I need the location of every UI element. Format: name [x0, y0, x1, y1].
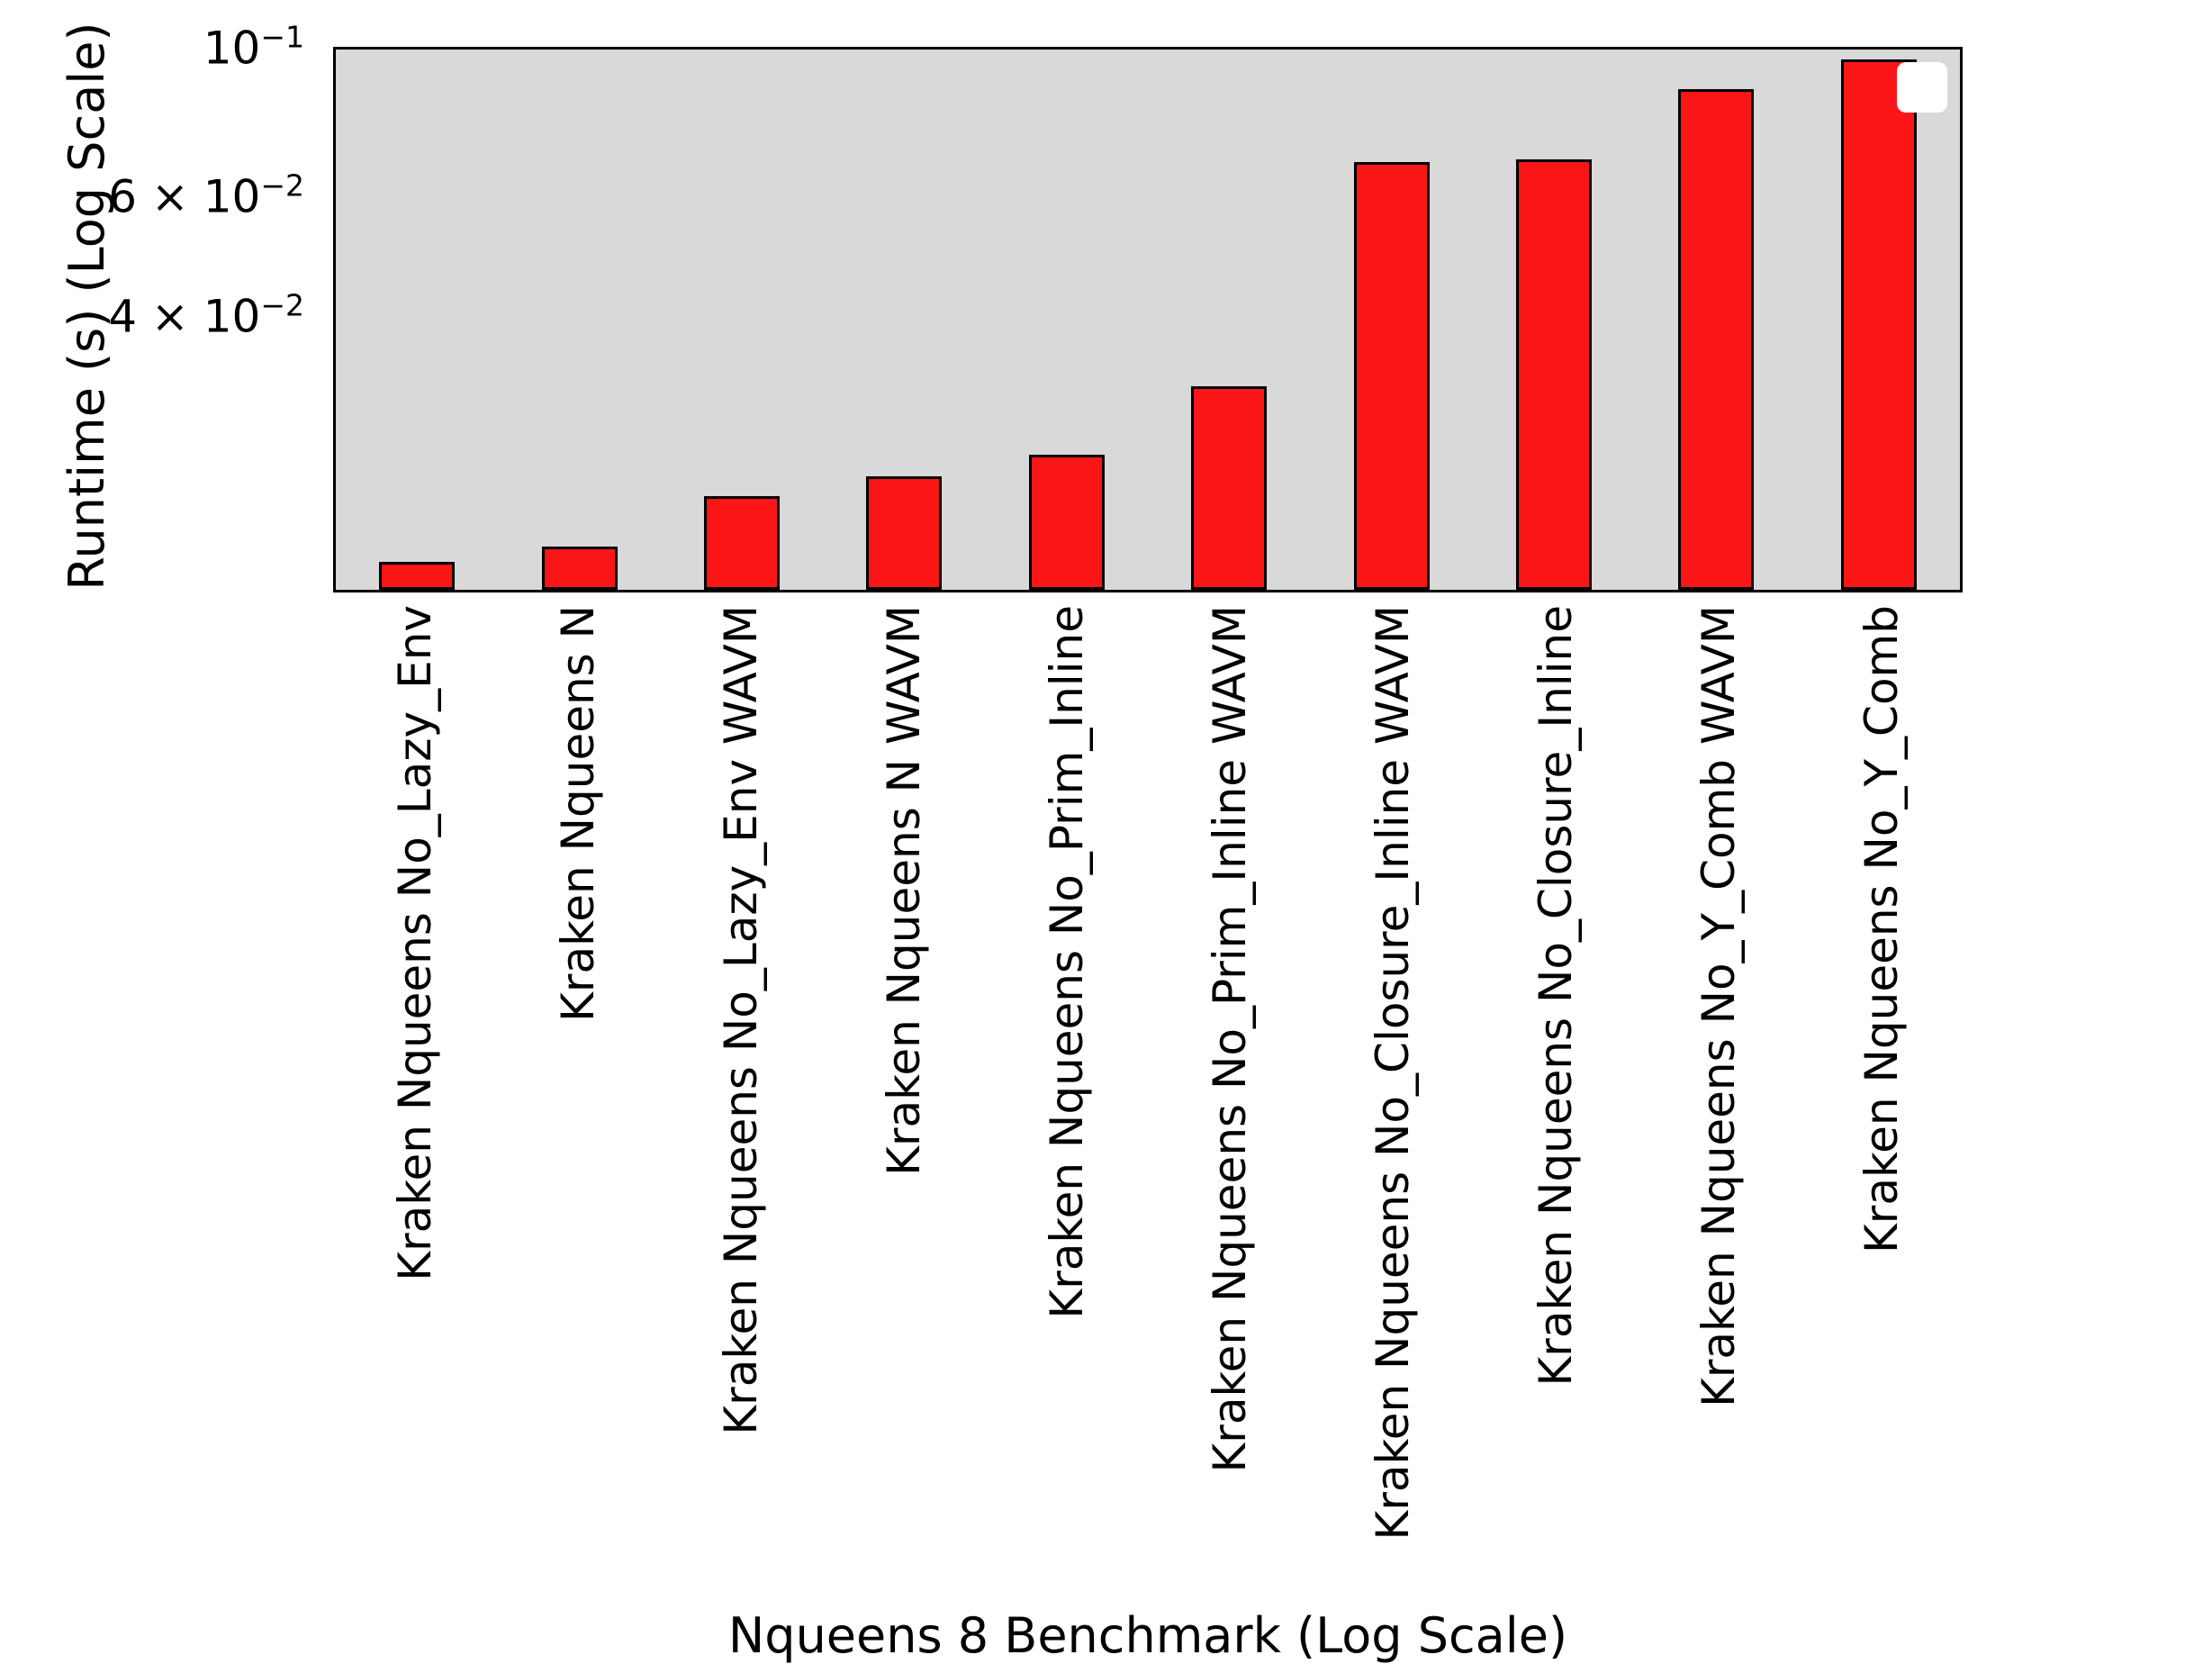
y-tick-label: $6 \times 10^{-2}$ [108, 167, 304, 223]
y-axis-label: Runtime (s) (Log Scale) [59, 22, 115, 591]
bar [704, 496, 780, 590]
x-tick-label: Kraken Nqueens No_Prim_Inline WAVM [1203, 605, 1256, 1473]
bar [1678, 89, 1754, 590]
x-tick-label: Kraken Nqueens No_Closure_Inline WAVM [1366, 605, 1419, 1541]
x-tick-label: Kraken Nqueens No_Y_Comb [1855, 605, 1908, 1253]
bar [866, 476, 942, 590]
legend-box [1897, 62, 1947, 113]
y-tick-label: $10^{-1}$ [203, 19, 304, 75]
bar [1191, 386, 1267, 590]
x-tick-label: Kraken Nqueens N [551, 605, 604, 1022]
x-tick-label: Kraken Nqueens No_Lazy_Env WAVM [714, 605, 767, 1435]
bar [1029, 455, 1105, 590]
bar-series [336, 50, 1960, 590]
bar [1516, 159, 1592, 590]
x-tick-label: Kraken Nqueens N WAVM [877, 605, 930, 1176]
x-tick-label: Kraken Nqueens No_Prim_Inline [1040, 605, 1093, 1319]
bar [542, 547, 618, 590]
y-axis-ticks [0, 0, 324, 1659]
x-tick-label: Kraken Nqueens No_Lazy_Env [388, 605, 441, 1281]
bar [1354, 162, 1430, 590]
x-axis-label: Nqueens 8 Benchmark (Log Scale) [727, 1607, 1568, 1664]
x-tick-label: Kraken Nqueens No_Y_Comb WAVM [1692, 605, 1745, 1407]
plot-area [333, 47, 1963, 592]
y-tick-label: $4 \times 10^{-2}$ [108, 287, 304, 343]
bar [379, 562, 455, 590]
x-tick-label: Kraken Nqueens No_Closure_Inline [1529, 605, 1582, 1387]
bar [1841, 59, 1917, 590]
